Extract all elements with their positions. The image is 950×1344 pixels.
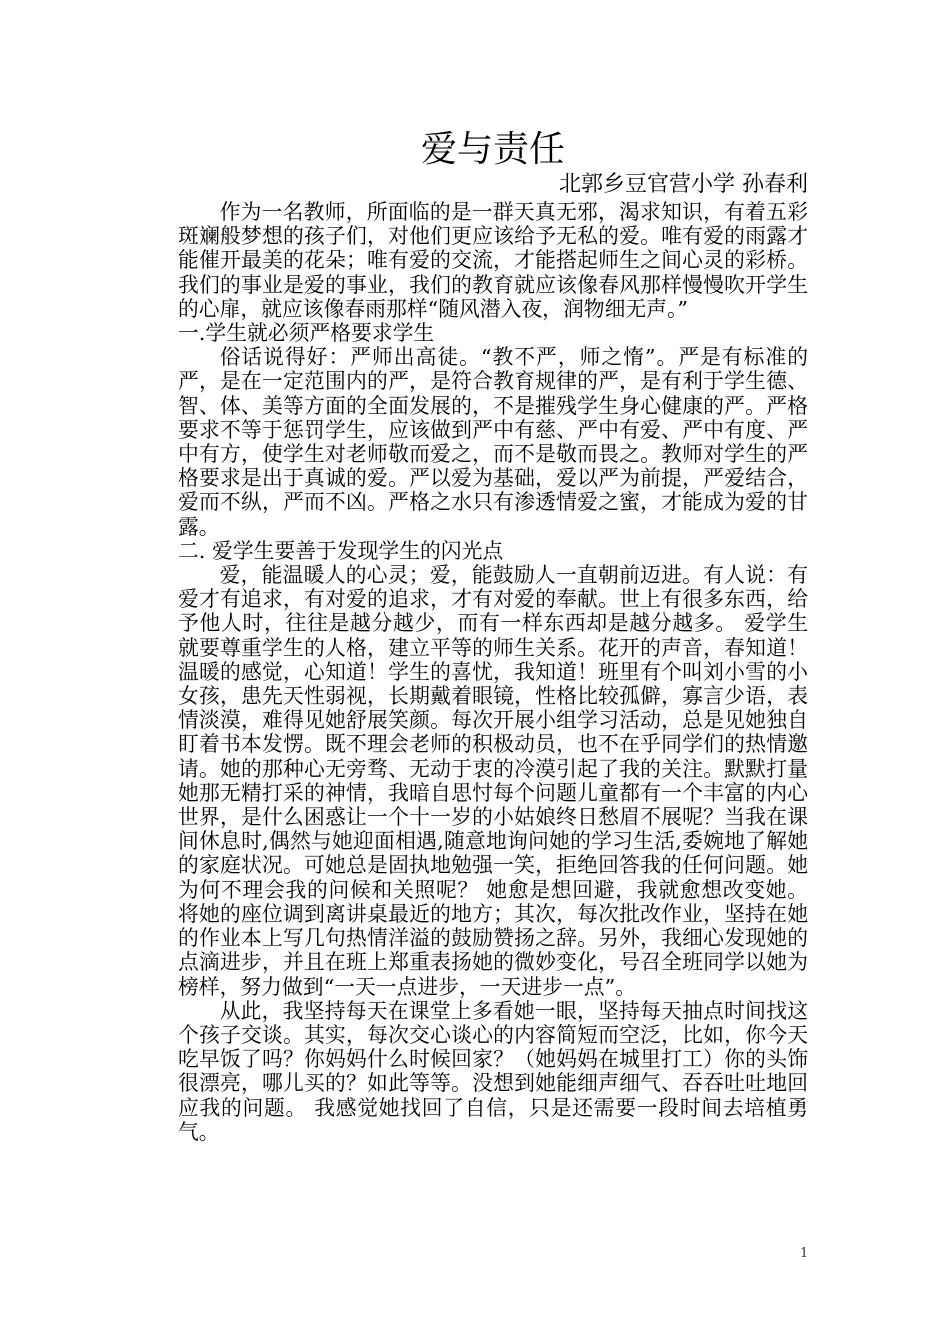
paragraph-intro: 作为一名教师，所面临的是一群天真无邪，渴求知识，有着五彩斑斓般梦想的孩子们，对他们更应该给予无私的爱。唯有爱的雨露才能催开最美的花朵；唯有爱的交流，才能搭起师生之间心灵的彩桥。 我们的事业是爱的事业，我们的教育就应该像春风那样慢慢吹开学生的心扉，就应该像春雨那样“随风潜入夜，润物细无声。” xyxy=(178,200,808,321)
paragraph-daily-talks: 从此，我坚持每天在课堂上多看她一眼，坚持每天抽点时间找这个孩子交谈。其实，每次交心谈心的内容简短而空泛，比如，你今天吃早饭了吗？你妈妈什么时候回家？（她妈妈在城里打工）你的头饰很漂亮，哪儿买的？如此等等。没想到她能细声细气、吞吞吐吐地回应我的问题。 我感觉她找回了自信，只是还需要一段时间去培植勇气。 xyxy=(178,998,808,1144)
paragraph-strict-requirements: 俗话说得好：严师出高徒。“教不严，师之惰”。严是有标准的严，是在一定范围内的严，是符合教育规律的严，是有利于学生德、智、体、美等方面的全面发展的，不是摧残学生身心健康的严。严格要求不等于惩罚学生，应该做到严中有慈、严中有爱、严中有度、严中有方，使学生对老师敬而爱之，而不是敬而畏之。教师对学生的严格要求是出于真诚的爱。严以爱为基础，爱以严为前提，严爱结合，爱而不纵，严而不凶。严格之水只有渗透情爱之蜜，才能成为爱的甘露。 xyxy=(178,345,808,539)
document-body xyxy=(178,128,808,1144)
section-heading-1: 一.学生就必须严格要求学生 xyxy=(178,321,435,346)
document-title: 爱与责任 xyxy=(420,129,565,170)
page-number: 1 xyxy=(800,1246,809,1261)
section-heading-2: 二. 爱学生要善于发现学生的闪光点 xyxy=(178,538,504,563)
author-line: 北郭乡豆官营小学 孙春利 xyxy=(559,172,808,197)
paragraph-bright-spots: 爱，能温暖人的心灵；爱，能鼓励人一直朝前迈进。有人说：有爱才有追求，有对爱的追求，才有对爱的奉献。世上有很多东西，给予他人时，往往是越分越少，而有一样东西却是越分越多。 爱学生就要尊重学生的人格，建立平等的师生关系。花开的声音，春知道！温暖的感觉，心知道！学生的喜忧，我知道！班里有个叫刘小雪的小女孩，患先天性弱视，长期戴着眼镜，性格比较孤僻，寡言少语，表情淡漠，难得见她舒展笑颜。每次开展小组学习活动，总是见她独自盯着书本发愣。既不理会老师的积极动员，也不在乎同学们的热情邀请。她的那种心无旁骛、无动于衷的冷漠引起了我的关注。默默打量她那无精打采的神情，我暗自思忖每个问题儿童都有一个丰富的内心世界，是什么困惑让一个十一岁的小姑娘终日愁眉不展呢？当我在课间休息时,偶然与她迎面相遇,随意地询问她的学习生活,委婉地了解她的家庭状况。可她总是固执地勉强一笑，拒绝回答我的任何问题。她为何不理会我的问候和关照呢？ 她愈是想回避，我就愈想改变她。将她的座位调到离讲桌最近的地方；其次，每次批改作业，坚持在她的作业本上写几句热情洋溢的鼓励赞扬之辞。另外，我细心发现她的点滴进步，并且在班上郑重表扬她的微妙变化，号召全班同学以她为榜样，努力做到“一天一点进步，一天进步一点”。 xyxy=(178,563,808,999)
